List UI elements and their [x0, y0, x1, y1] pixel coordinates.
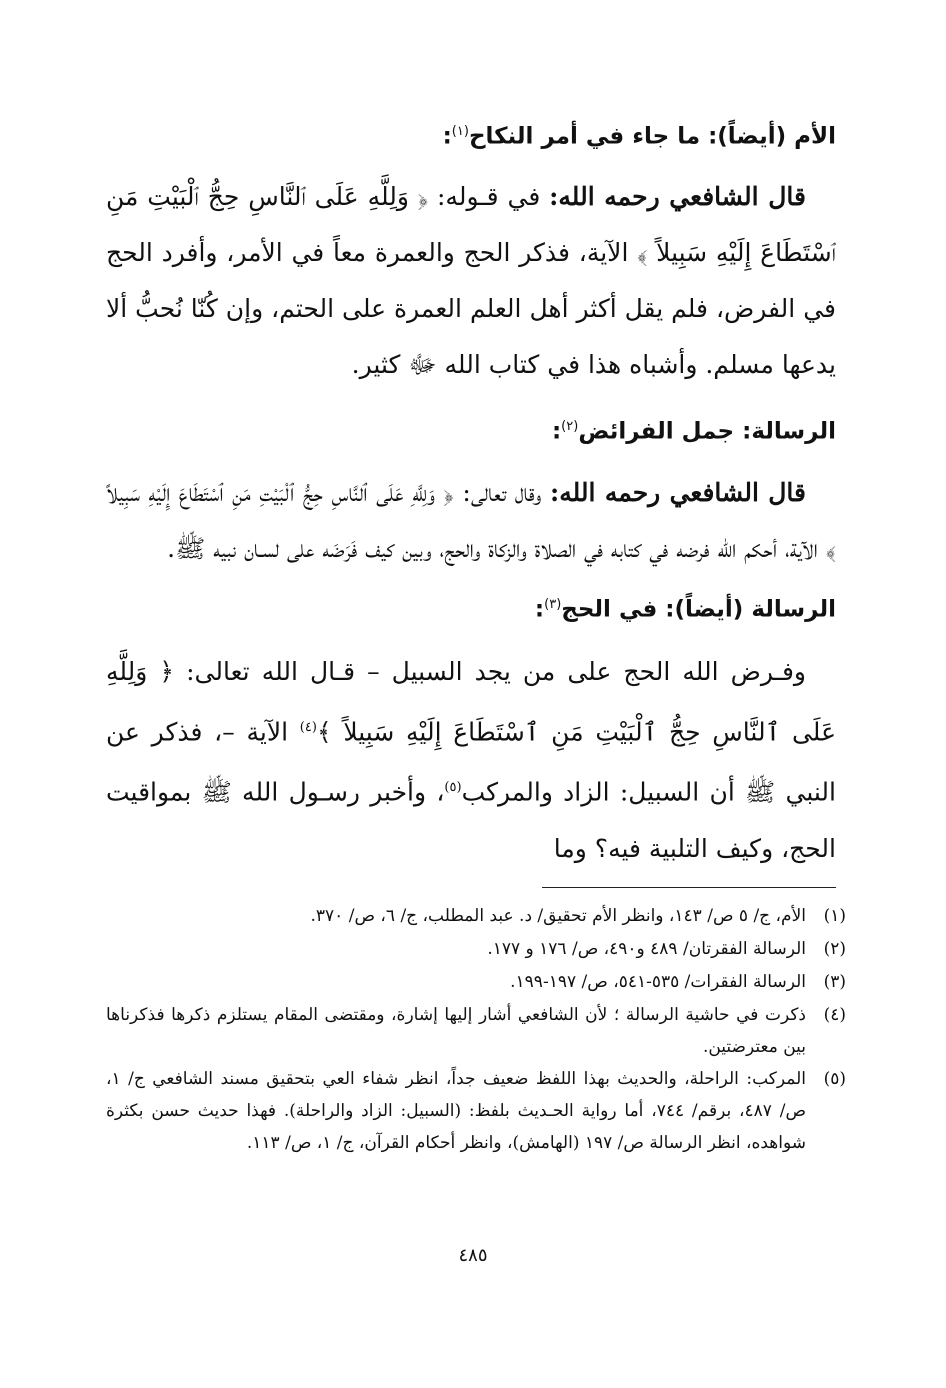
footnote-item — [106, 933, 846, 966]
footnote-ref-2: (٢) — [561, 418, 579, 434]
footnote-ref-4: (٤) — [299, 719, 317, 735]
section-heading-2: الرسالة: جمل الفرائض$^{(٢)}$: — [551, 418, 836, 445]
footnote-number: (٣) — [823, 972, 846, 992]
paragraph-lead-1: قال الشافعي رحمه الله: — [549, 181, 806, 211]
page-number: ٤٨٥ — [458, 1245, 488, 1266]
footnote-item — [106, 966, 846, 999]
footnote-text: الرسالة الفقرتان/ ٤٨٩ و٤٩٠، ص/ ١٧٦ و ١٧٧. — [487, 939, 806, 959]
paragraph-body-1: في قـوله: ﴿ وَلِلَّهِ عَلَى ٱلنَّاسِ حِجُّ ٱلْبَيْتِ مَنِ ٱسْتَطَاعَ إِلَيْهِ سَبِيلاً ﴾ الآية، فذكر الحج والعمرة معاً في الأمر، وأفرد الحج في الفرض، فلم يقل أكثر أهل العلم العمرة على الحتم، وإن كُنّا نُحبُّ ألا يدعها مسلم. وأشباه هذا في كتاب الله ﷻ كثير. — [106, 181, 836, 379]
footnote-text: الرسالة الفقرات/ ٥٣٥-٥٤١، ص/ ١٩٧-١٩٩. — [510, 972, 806, 992]
footnote-text: المركب: الراحلة، والحديث بهذا اللفظ ضعيف جداً، انظر شفاء العي بتحقيق مسند الشافعي ج/ ١، ص/ ٤٨٧، برقم/ ٧٤٤، أما رواية الحـديث بلفظ: (السبيل: الزاد والراحلة). فهذا حديث حسن بكثرة شواهده، انظر الرسالة ص/ ١٩٧ (الهامش)، وانظر أحكام القرآن، ج/ ١، ص/ ١١٣. — [106, 1069, 806, 1153]
paragraph-lead-2: قال الشافعي رحمه الله: — [550, 478, 807, 508]
main-text — [106, 112, 836, 877]
footnote-number: (٤) — [823, 1005, 846, 1025]
section-paragraph-3 — [106, 644, 836, 877]
section-paragraph-2 — [106, 465, 836, 577]
paragraph-body-3c: ، وأخبر رسـول الله ﷺ بمواقيت الحج، وكيف التلبية فيه؟ وما — [106, 777, 836, 863]
section-heading-1: الأم (أيضاً): ما جاء في أمر النكاح$^{(١)}$: — [442, 123, 836, 150]
paragraph-body-3a: وفـرض الله الحج على من يجد السبيل – قـال الله تعالى: ﴿ وَلِلَّهِ عَلَى ٱلنَّاسِ حِجُّ ٱلْبَيْتِ مَنِ ٱسْتَطَاعَ إِلَيْهِ سَبِيلاً ﴾ — [106, 656, 836, 747]
footnote-number: (٢) — [823, 939, 846, 959]
paragraph-body-2: وقال تعالى: ﴿ وَلِلَّهِ عَلَى ٱلنَّاسِ حِجُّ ٱلْبَيْتِ مَنِ ٱسْتَطَاعَ إِلَيْهِ سَبِيلاً ﴾ الآية، أحكم الله فرضه في كتابه في الصلاة والزكاة والحج، وبين كيف فَرَضَه على لسـان نبيه ﷺ. — [106, 478, 836, 564]
footnote-divider — [542, 887, 836, 888]
section-paragraph-1 — [106, 169, 836, 393]
footnote-number: (٥) — [823, 1069, 846, 1089]
paragraph-body-3b: الآية –، فذكر عن النبي ﷺ أن السبيل: الزاد والمركب — [106, 717, 836, 807]
footnote-ref-1: (١) — [451, 124, 469, 139]
footnote-text: ذكرت في حاشية الرسالة ؛ لأن الشافعي أشار إليها إشارة، ومقتضى المقام يستلزم ذكرها فذكرناها بين معترضتين. — [106, 1005, 806, 1057]
section-heading-3: الرسالة (أيضاً): في الحج$^{(٣)}$: — [534, 596, 836, 623]
footnote-ref-5: (٥) — [444, 780, 462, 796]
footnote-item — [106, 1063, 846, 1159]
footnotes — [106, 900, 846, 1159]
footnote-number: (١) — [823, 906, 846, 926]
footnote-item — [106, 999, 846, 1063]
footnote-item — [106, 900, 846, 933]
footnote-text: الأم، ج/ ٥ ص/ ١٤٣، وانظر الأم تحقيق/ د. عبد المطلب، ج/ ٦، ص/ ٣٧٠. — [310, 906, 806, 926]
footnote-ref-3: (٣) — [544, 597, 562, 613]
